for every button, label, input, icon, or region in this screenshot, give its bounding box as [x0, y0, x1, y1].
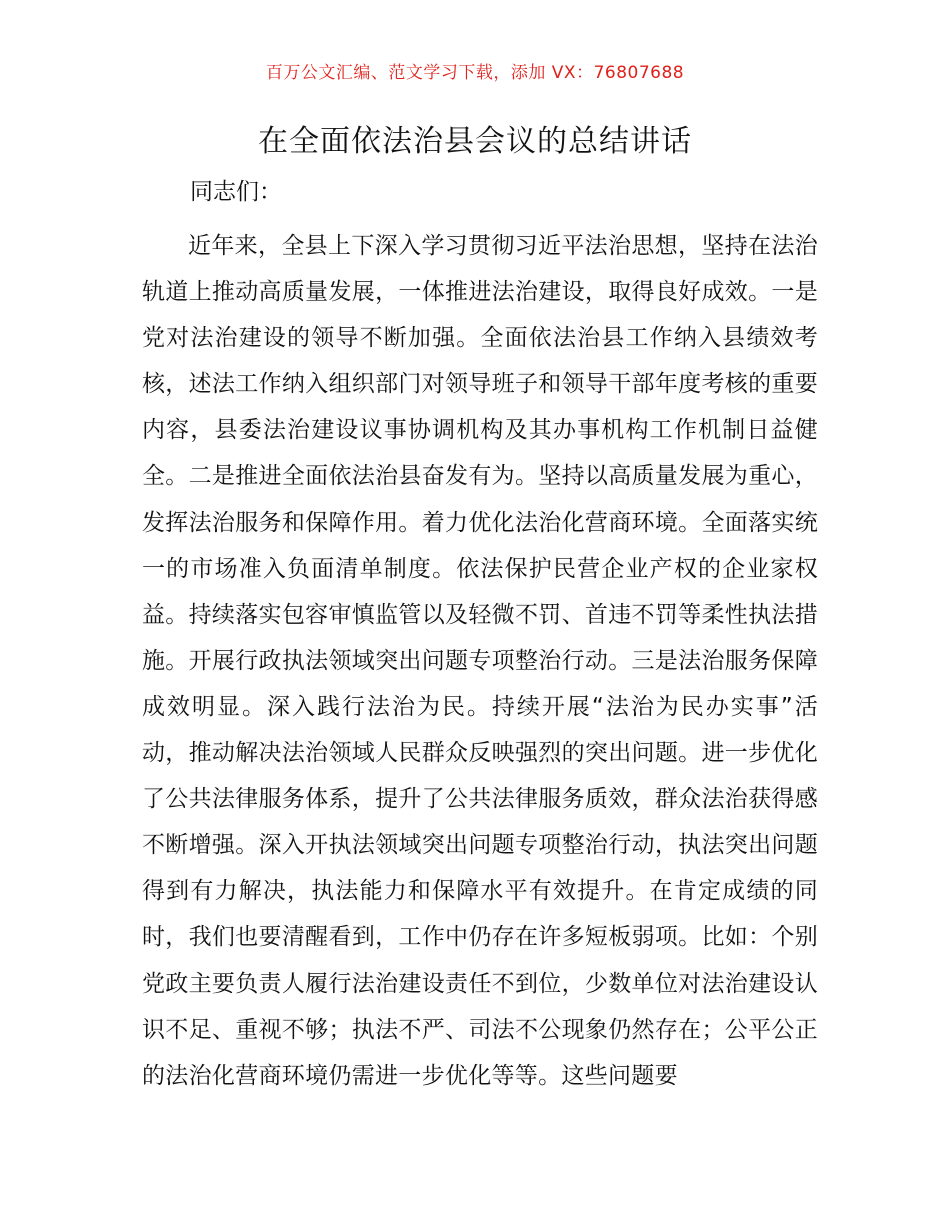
body-paragraph: 近年来，全县上下深入学习贯彻习近平法治思想，坚持在法治轨道上推动高质量发展，一体推进法治建设，取得良好成效。一是党对法治建设的领导不断加强。全面依法治县工作纳入县绩效考核，述法工作纳入组织部门对领导班子和领导干部年度考核的重要内容，县委法治建设议事协调机构及其办事机构工作机制日益健全。二是推进全面依法治县奋发有为。坚持以高质量发展为重心，发挥法治服务和保障作用。着力优化法治化营商环境。全面落实统一的市场准入负面清单制度。依法保护民营企业产权的企业家权益。持续落实包容审慎监管以及轻微不罚、首违不罚等柔性执法措施。开展行政执法领域突出问题专项整治行动。三是法治服务保障成效明显。深入践行法治为民。持续开展“法治为民办实事”活动，推动解决法治领域人民群众反映强烈的突出问题。进一步优化了公共法律服务体系，提升了公共法律服务质效，群众法治获得感不断增强。深入开执法领域突出问题专项整治行动，执法突出问题得到有力解决，执法能力和保障水平有效提升。在肯定成绩的同时，我们也要清醒看到，工作中仍存在许多短板弱项。比如：个别党政主要负责人履行法治建设责任不到位，少数单位对法治建设认识不足、重视不够；执法不严、司法不公现象仍然存在；公平公正的法治化营商环境仍需进一步优化等等。这些问题要: [142, 233, 818, 1089]
document-title: 在全面依法治县会议的总结讲话: [258, 124, 692, 159]
header-promo-note: 百万公文汇编、范文学习下载，添加 VX：76807688: [265, 63, 685, 83]
salutation: 同志们：: [190, 179, 282, 205]
